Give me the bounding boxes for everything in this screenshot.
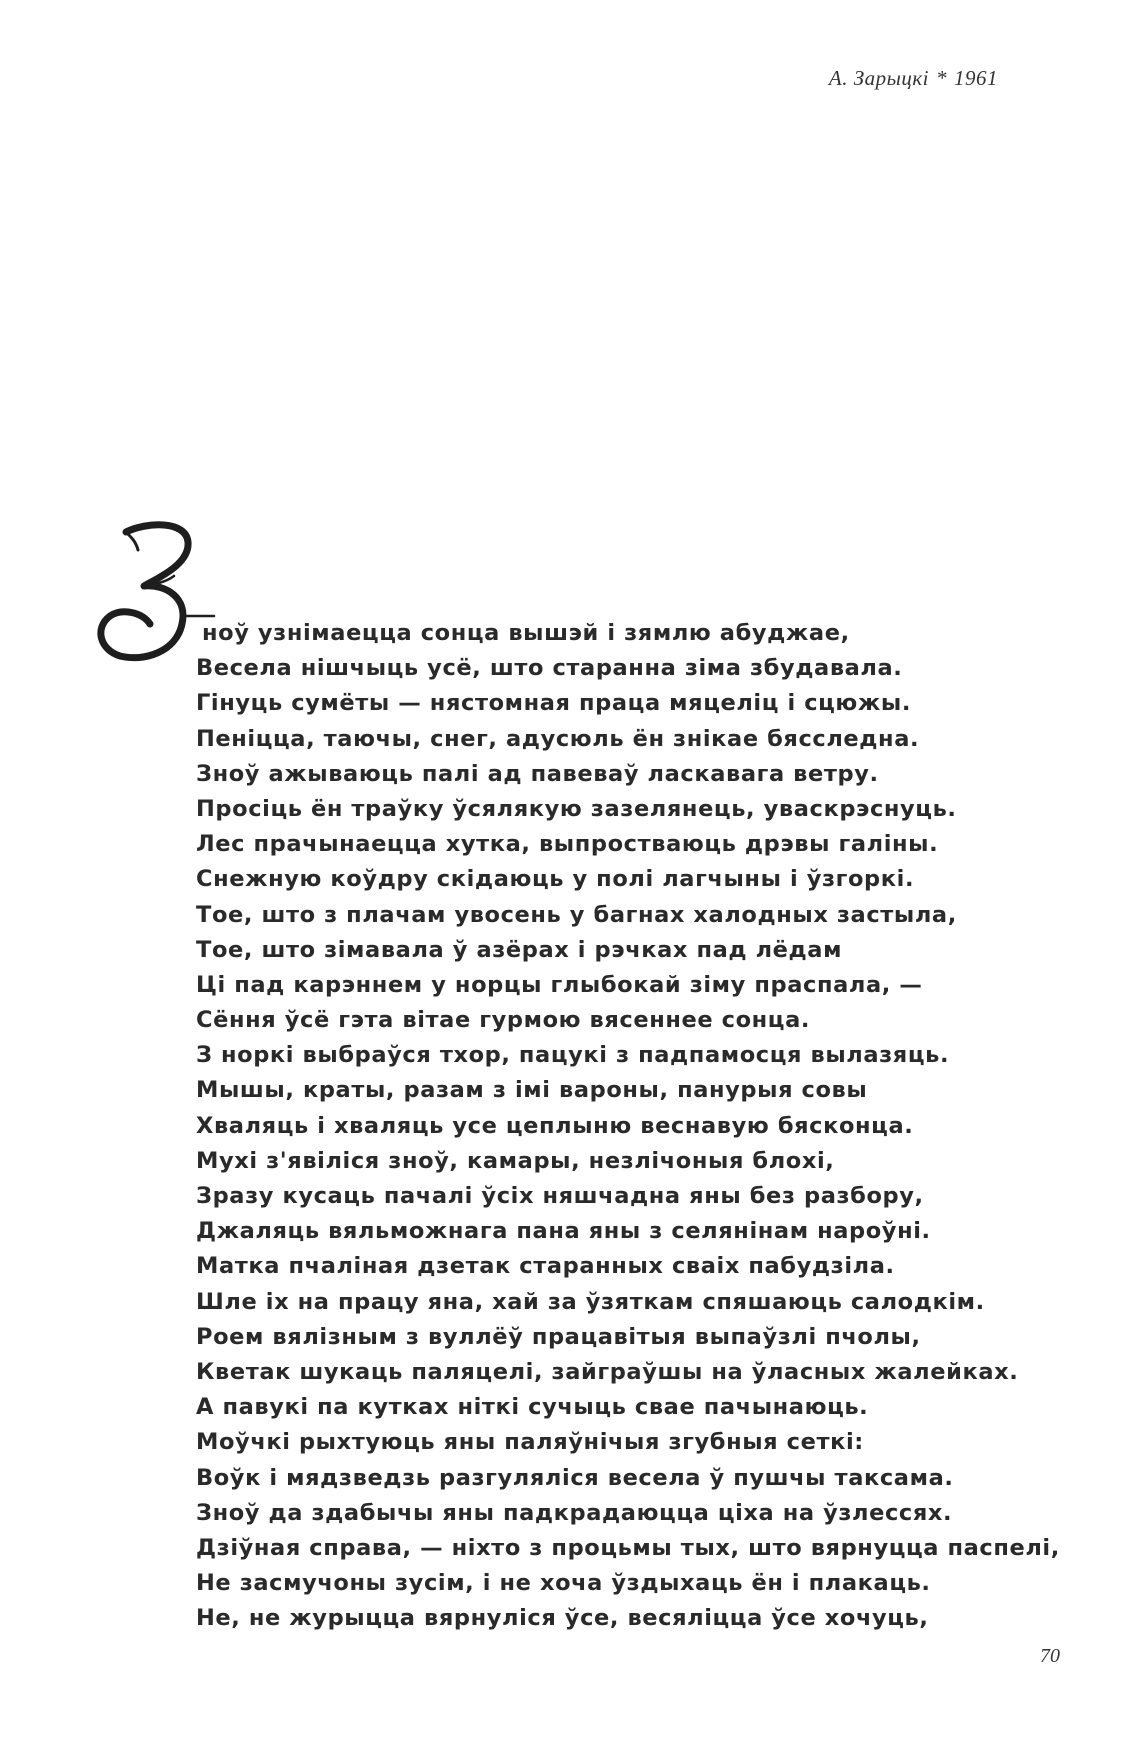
poem-line: Джаляць вяльможнага пана яны з селянінам нароўні. [196, 1218, 931, 1245]
publication-year: 1961 [954, 66, 998, 90]
poem-line: Снежную коўдру скідаюць у полі лагчыны і ўзгоркі. [196, 866, 915, 893]
poem-line: Матка пчаліная дзетак старанных сваіх пабудзіла. [196, 1253, 895, 1280]
poem-line: Весела нішчыць усё, што старанна зіма збудавала. [196, 655, 903, 682]
poem-line: З норкі выбраўся тхор, пацукі з падпамосця вылазяць. [196, 1042, 950, 1069]
header-separator: * [936, 66, 947, 90]
poem-line: Ці пад карэннем у норцы глыбокай зіму праспала, — [196, 971, 923, 998]
poem-line: Зноў ажываюць палі ад павеваў ласкавага ветру. [196, 760, 879, 787]
poem-line: ноў узнімаецца сонца вышэй і зямлю абуджае, [202, 620, 850, 646]
poem-line: Лес прачынаецца хутка, выпростваюць дрэвы галіны. [196, 831, 939, 858]
poem-line: Гінуць сумёты — нястомная праца мяцеліц і сцюжы. [196, 690, 911, 717]
poem-text [196, 616, 1060, 1636]
poem-line: Роем вялізным з вуллёў працавітыя выпаўзлі пчолы, [196, 1323, 921, 1350]
poem-line: Мышы, краты, разам з імі вароны, панурыя совы [196, 1077, 868, 1104]
poem-line: Тое, што з плачам увосень у багнах халодных застыла, [196, 901, 957, 928]
poem-line: Кветак шукаць паляцелі, зайграўшы на ўласных жалейках. [196, 1358, 1019, 1385]
poem-line: Моўчкі рыхтуюць яны паляўнічыя згубныя сеткі: [196, 1429, 864, 1456]
page-number: 70 [1040, 1645, 1060, 1667]
poem-line: Пеніцца, таючы, снег, адусюль ён знікае бясследна. [196, 725, 920, 752]
author-name: А. Зарыцкі [828, 66, 929, 90]
poem-line: Не засмучоны зусім, і не хоча ўздыхаць ён і плакаць. [196, 1570, 931, 1597]
poem-line: Сёння ўсё гэта вітае гурмою вясеннее сонца. [196, 1007, 811, 1034]
poem-line: Дзіўная справа, — ніхто з процьмы тых, што вярнуцца паспелі, [196, 1534, 1060, 1561]
poem-line: Тое, што зімавала ў азёрах і рэчках пад лёдам [196, 936, 843, 963]
poem-line: Не, не журыцца вярнуліся ўсе, весяліцца ўсе хочуць, [196, 1605, 929, 1632]
poem-line: Мухі з'явіліся зноў, камары, незлічоныя блохі, [196, 1147, 835, 1174]
poem-line: Воўк і мядзведзь разгуляліся весела ў пушчы таксама. [196, 1464, 954, 1491]
poem-line: Зноў да здабычы яны падкрадаюцца ціха на ўзлессях. [196, 1499, 953, 1526]
page-header [829, 66, 998, 91]
poem-line: Просіць ён траўку ўсялякую зазелянець, уваскрэснуць. [196, 795, 957, 822]
poem-line: А павукі па кутках ніткі сучыць свае пачынаюць. [196, 1394, 869, 1421]
poem-line: Шле іх на працу яна, хай за ўзяткам спяшаюць салодкім. [196, 1288, 985, 1315]
poem-line: Зразу кусаць пачалі ўсіх няшчадна яны без разбору, [196, 1183, 924, 1209]
poem-line: Хваляць і хваляць усе цеплыню веснавую бясконца. [196, 1112, 914, 1139]
